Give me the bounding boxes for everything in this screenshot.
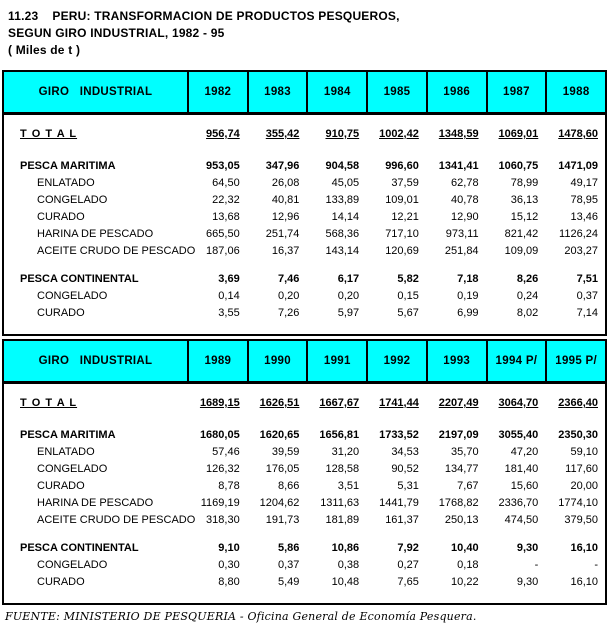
row-label: CURADO	[37, 211, 85, 223]
header-year: 1983	[247, 72, 307, 112]
table-row	[4, 557, 605, 574]
row-value: 0,37	[576, 290, 598, 302]
table-row	[4, 209, 605, 226]
table-row	[4, 444, 605, 461]
row-value: 117,60	[565, 463, 598, 475]
row-label: PESCA MARITIMA	[20, 160, 116, 172]
row-value: 7,46	[278, 273, 300, 285]
row-value: 717,10	[385, 228, 419, 240]
table-1982-1988	[2, 70, 607, 336]
header-year: 1994 P/	[486, 341, 546, 381]
row-value: 1626,51	[259, 397, 300, 409]
table-row	[4, 395, 605, 412]
row-value: 0,19	[457, 290, 479, 302]
row-value: 1680,05	[199, 429, 240, 441]
row-value: 59,10	[570, 446, 598, 458]
table-row	[4, 192, 605, 209]
row-value: 39,59	[271, 446, 300, 458]
row-value: 120,69	[385, 245, 419, 257]
row-label: T O T A L	[20, 397, 78, 409]
row-value: 821,42	[504, 228, 539, 240]
row-label: CURADO	[37, 307, 85, 319]
row-value: 22,32	[212, 194, 240, 206]
row-label: PESCA CONTINENTAL	[20, 542, 139, 554]
row-value: 16,10	[570, 576, 598, 588]
header-giro-industrial: GIRO INDUSTRIAL	[38, 355, 153, 367]
row-label: ACEITE CRUDO DE PESCADO	[37, 245, 196, 257]
row-value: 64,50	[212, 177, 240, 189]
row-value: 0,20	[278, 290, 300, 302]
row-value: 10,48	[331, 576, 360, 588]
row-value: 126,32	[206, 463, 240, 475]
row-value: 7,67	[457, 480, 479, 492]
header-year: 1984	[306, 72, 366, 112]
row-value: 26,08	[271, 177, 300, 189]
row-value: 2207,49	[438, 397, 479, 409]
row-label: T O T A L	[20, 128, 78, 140]
row-label: HARINA DE PESCADO	[37, 497, 154, 509]
row-value: 14,14	[331, 211, 360, 223]
title-line-1	[8, 8, 610, 25]
row-value: 318,30	[206, 514, 240, 526]
row-value: 187,06	[206, 245, 240, 257]
table-header	[4, 72, 605, 115]
row-value: 35,70	[451, 446, 479, 458]
row-value: 1471,09	[558, 160, 598, 172]
table-row	[4, 126, 605, 143]
row-label: PESCA MARITIMA	[20, 429, 116, 441]
row-value: 7,18	[457, 273, 479, 285]
row-value: 15,60	[510, 480, 539, 492]
page-title	[0, 0, 610, 59]
row-label: ENLATADO	[37, 177, 95, 189]
table-row	[4, 271, 605, 288]
title-line-3: ( Miles de t )	[8, 43, 81, 57]
row-value: 0,18	[457, 559, 479, 571]
row-value: 1620,65	[259, 429, 300, 441]
row-value: 1341,41	[438, 160, 479, 172]
row-value: 5,97	[337, 307, 360, 319]
row-value: 5,67	[397, 307, 419, 319]
row-value: 45,05	[331, 177, 360, 189]
header-year: 1988	[545, 72, 605, 112]
row-value: 250,13	[444, 514, 479, 526]
row-value: 36,13	[510, 194, 539, 206]
row-label: PESCA CONTINENTAL	[20, 273, 139, 285]
row-value: 49,17	[570, 177, 598, 189]
header-giro-industrial: GIRO INDUSTRIAL	[38, 86, 153, 98]
row-value: 47,20	[510, 446, 539, 458]
row-value: 1667,67	[319, 397, 360, 409]
row-value: 1002,42	[379, 128, 419, 140]
source-note: FUENTE: MINISTERIO DE PESQUERIA - Oficina General de Economía Pesquera.	[5, 610, 477, 623]
table-row	[4, 288, 605, 305]
row-value: 1441,79	[379, 497, 419, 509]
row-value: 40,78	[451, 194, 479, 206]
header-year: 1990	[247, 341, 307, 381]
row-label: ACEITE CRUDO DE PESCADO	[37, 514, 196, 526]
row-value: 8,80	[218, 576, 240, 588]
table-row	[4, 540, 605, 557]
row-value: 1060,75	[498, 160, 539, 172]
row-value: 3055,40	[498, 429, 539, 441]
row-value: 1478,60	[558, 128, 598, 140]
row-value: 161,37	[385, 514, 419, 526]
row-value: 2366,40	[558, 397, 598, 409]
row-value: 10,22	[451, 576, 479, 588]
row-value: 973,11	[445, 228, 479, 240]
row-value: 2350,30	[558, 429, 598, 441]
row-value: 0,24	[516, 290, 539, 302]
header-year: 1985	[366, 72, 426, 112]
row-value: 0,27	[397, 559, 419, 571]
row-value: 5,86	[278, 542, 300, 554]
row-value: 379,50	[564, 514, 598, 526]
row-label: CURADO	[37, 480, 85, 492]
table-body	[4, 115, 605, 334]
row-value: 128,58	[325, 463, 360, 475]
row-value: 109,01	[385, 194, 419, 206]
row-value: 78,95	[570, 194, 598, 206]
row-value: 956,74	[206, 128, 240, 140]
row-value: 0,30	[218, 559, 240, 571]
row-value: 6,99	[457, 307, 479, 319]
table-row	[4, 512, 605, 529]
row-value: 0,14	[218, 290, 240, 302]
table-row	[4, 226, 605, 243]
row-value: 57,46	[212, 446, 240, 458]
row-value: 251,74	[265, 228, 300, 240]
row-value: 1741,44	[379, 397, 419, 409]
row-value: 7,65	[397, 576, 419, 588]
table-row	[4, 243, 605, 260]
row-value: 1768,82	[438, 497, 479, 509]
row-value: 910,75	[325, 128, 360, 140]
row-value: 1169,19	[200, 497, 240, 509]
row-value: 3,55	[218, 307, 240, 319]
header-year: 1989	[187, 341, 247, 381]
header-year: 1982	[187, 72, 247, 112]
row-label: HARINA DE PESCADO	[37, 228, 154, 240]
table-number: 11.23	[8, 9, 39, 23]
row-value: 9,10	[218, 542, 240, 554]
row-value: 16,10	[570, 542, 598, 554]
row-value: 9,30	[516, 542, 539, 554]
row-value: 109,09	[504, 245, 539, 257]
header-year: 1992	[366, 341, 426, 381]
row-value: 13,46	[570, 211, 598, 223]
table-row	[4, 478, 605, 495]
row-value: 8,66	[278, 480, 300, 492]
header-year: 1986	[426, 72, 486, 112]
row-value: 1311,63	[320, 497, 360, 509]
row-label: CURADO	[37, 576, 85, 588]
row-value: 3064,70	[498, 397, 539, 409]
row-value: 203,27	[564, 245, 598, 257]
row-value: 78,99	[510, 177, 539, 189]
row-value: 15,12	[510, 211, 539, 223]
row-value: 181,40	[504, 463, 539, 475]
row-value: 1348,59	[438, 128, 479, 140]
row-value: 34,53	[391, 446, 419, 458]
row-value: 953,05	[206, 160, 240, 172]
row-value: 16,37	[271, 245, 300, 257]
row-value: 2197,09	[438, 429, 479, 441]
row-value: 1126,24	[559, 228, 598, 240]
row-value: 5,82	[397, 273, 419, 285]
row-value: 1689,15	[199, 397, 240, 409]
table-row	[4, 175, 605, 192]
row-value: 0,37	[278, 559, 300, 571]
table-header	[4, 341, 605, 384]
row-value: 0,20	[337, 290, 360, 302]
row-value: 347,96	[265, 160, 300, 172]
header-year: 1995 P/	[545, 341, 605, 381]
row-value: 355,42	[265, 128, 300, 140]
table-row	[4, 305, 605, 322]
row-value: 10,40	[451, 542, 479, 554]
row-value: 7,14	[576, 307, 598, 319]
row-value: 191,73	[265, 514, 300, 526]
row-value: 10,86	[331, 542, 360, 554]
title-line-2: SEGUN GIRO INDUSTRIAL, 1982 - 95	[8, 26, 225, 40]
row-value: 134,77	[444, 463, 479, 475]
row-value: 2336,70	[498, 497, 539, 509]
header-year: 1993	[426, 341, 486, 381]
row-value: 0,15	[397, 290, 419, 302]
row-value: 8,26	[516, 273, 539, 285]
row-value: 90,52	[391, 463, 419, 475]
row-value: 1204,62	[259, 497, 300, 509]
header-year: 1991	[306, 341, 366, 381]
table-row	[4, 427, 605, 444]
row-value: 12,96	[271, 211, 300, 223]
row-value: 12,21	[391, 211, 419, 223]
row-value: 8,78	[218, 480, 240, 492]
row-value: 40,81	[271, 194, 300, 206]
row-value: 133,89	[325, 194, 360, 206]
row-label: CONGELADO	[37, 463, 108, 475]
table-row	[4, 574, 605, 591]
table-1989-1995	[2, 339, 607, 605]
row-value: 62,78	[451, 177, 479, 189]
row-value: 1656,81	[319, 429, 360, 441]
row-value: 143,14	[325, 245, 360, 257]
row-value: 3,51	[337, 480, 360, 492]
row-value: 5,49	[278, 576, 300, 588]
row-value: 1069,01	[498, 128, 539, 140]
header-year: 1987	[486, 72, 546, 112]
row-value: 0,38	[337, 559, 360, 571]
table-row	[4, 495, 605, 512]
table-row	[4, 158, 605, 175]
row-value: -	[594, 559, 598, 571]
row-value: 5,31	[397, 480, 419, 492]
row-label: ENLATADO	[37, 446, 95, 458]
row-value: -	[534, 559, 539, 571]
row-label: CONGELADO	[37, 194, 108, 206]
row-value: 996,60	[385, 160, 419, 172]
row-value: 6,17	[337, 273, 360, 285]
row-label: CONGELADO	[37, 290, 108, 302]
row-value: 13,68	[212, 211, 240, 223]
row-value: 12,90	[451, 211, 479, 223]
row-value: 176,05	[265, 463, 300, 475]
row-value: 3,69	[218, 273, 240, 285]
row-value: 8,02	[516, 307, 539, 319]
row-value: 1774,10	[558, 497, 598, 509]
row-value: 665,50	[206, 228, 240, 240]
row-value: 7,26	[278, 307, 300, 319]
title-text: PERU: TRANSFORMACION DE PRODUCTOS PESQUEROS,	[52, 9, 400, 23]
row-value: 7,92	[397, 542, 419, 554]
row-value: 31,20	[331, 446, 360, 458]
row-value: 181,89	[325, 514, 360, 526]
row-value: 251,84	[444, 245, 479, 257]
table-body	[4, 384, 605, 603]
row-label: CONGELADO	[37, 559, 108, 571]
row-value: 904,58	[325, 160, 360, 172]
row-value: 7,51	[576, 273, 598, 285]
row-value: 20,00	[570, 480, 598, 492]
row-value: 37,59	[391, 177, 419, 189]
row-value: 568,36	[325, 228, 360, 240]
table-row	[4, 461, 605, 478]
row-value: 1733,52	[379, 429, 419, 441]
row-value: 474,50	[504, 514, 539, 526]
row-value: 9,30	[516, 576, 539, 588]
